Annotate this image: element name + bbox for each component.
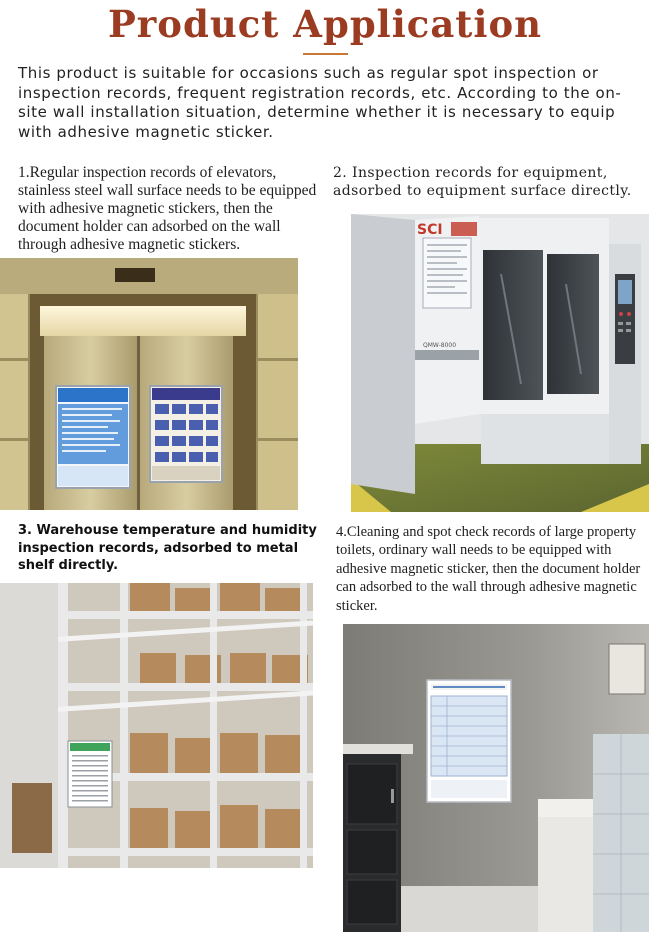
- case-4-caption: 4.Cleaning and spot check records of large property toilets, ordinary wall needs to be equipped with adhesive magnetic sticker, then the document holder can adsorbed to the wall through adhesive magnetic sticker.: [336, 524, 641, 614]
- machine-photo: [351, 214, 649, 512]
- warehouse-photo: [0, 583, 313, 868]
- elevator-photo: [0, 258, 298, 510]
- bathroom-photo: [343, 624, 649, 932]
- intro-paragraph: This product is suitable for occasions such as regular spot inspection or inspection records, frequent registration records, etc. According to the on-site wall installation situation, determine whether it is necessary to equip with adhesive magnetic sticker.: [18, 64, 622, 141]
- machine-model-label: QMW-8000: [423, 342, 457, 349]
- case-2-caption: 2. Inspection records for equipment, adsorbed to equipment surface directly.: [333, 165, 632, 199]
- page-title: Product Application: [107, 2, 543, 46]
- title-underline: [303, 53, 348, 55]
- machine-logo: SCI: [417, 222, 443, 238]
- case-1-caption: 1.Regular inspection records of elevators, stainless steel wall surface needs to be equipped with adhesive magnetic stickers, then the document holder can adsorbed on the wall through adhesive magnetic stickers.: [18, 164, 317, 253]
- case-3-caption: 3. Warehouse temperature and humidity inspection records, adsorbed to metal shelf directly.: [18, 523, 317, 573]
